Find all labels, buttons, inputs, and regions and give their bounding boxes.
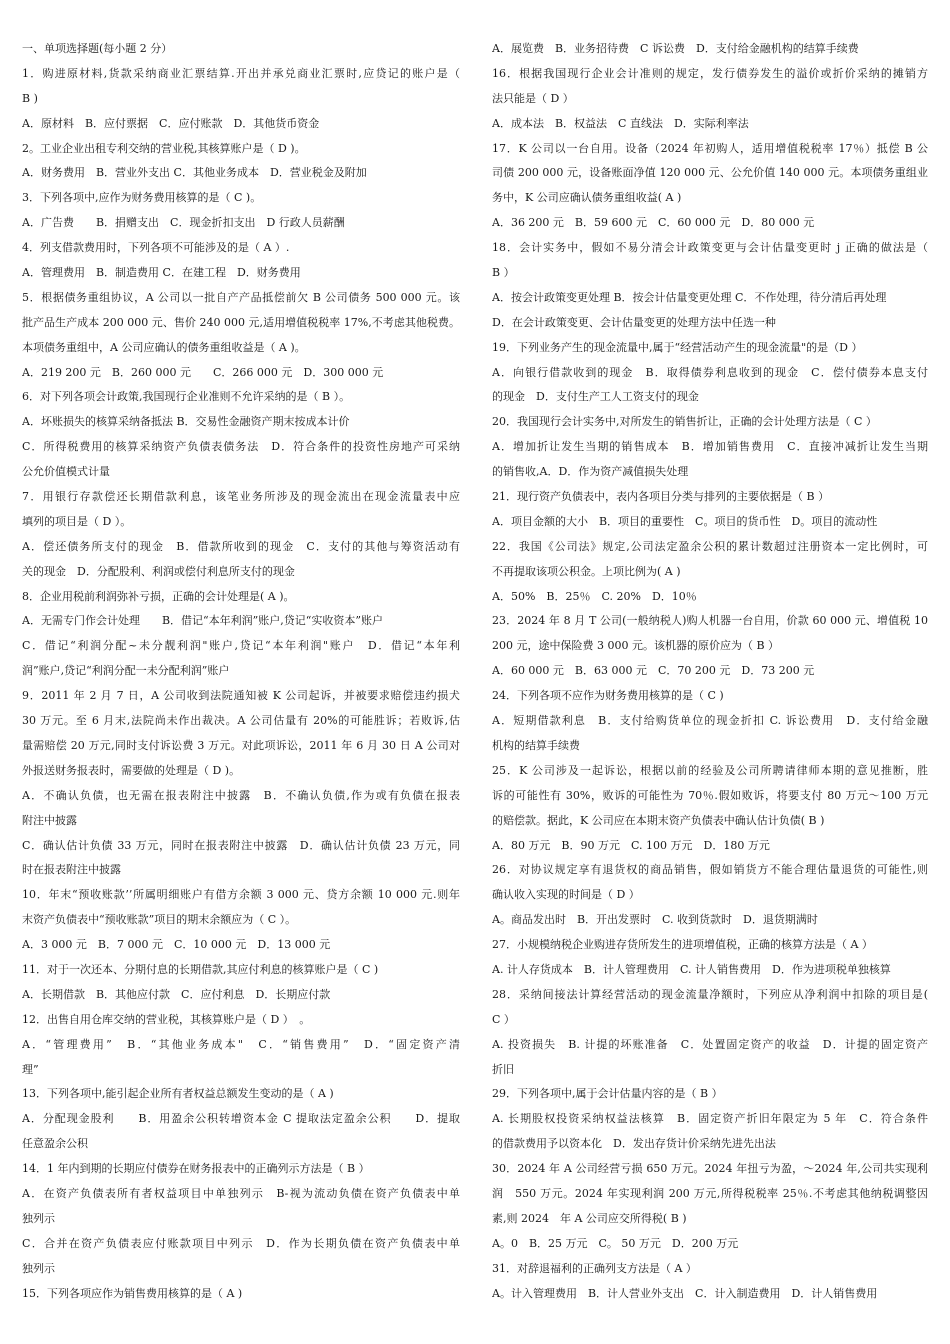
text-line: A．80 万元 B．90 万元 C. 100 万元 D．180 万元	[492, 838, 770, 852]
text-line: A．原材料 B．应付票据 C．应付账款 D．其他货币资金	[22, 116, 320, 130]
text-line: 27．小规模纳税企业购进存货所发生的进项增值税，正确的核算方法是（ A ）	[492, 938, 873, 952]
text-line: 17．K 公司以一台自用。设备（2024 年初购人，适用增值税税率 17％）抵偿 B 公	[492, 141, 928, 155]
text-line: A．不确认负债，也无需在报表附注中披露 B．不确认负债,作为或有负债在报表	[22, 788, 460, 802]
text-line: 28．采纳间接法计算经营活动的现金流量净额时，下列应从净利润中扣除的项目是(	[492, 987, 928, 1001]
text-line: 的借款费用予以资本化 D．发出存货计价采纳先进先出法	[492, 1137, 776, 1151]
text-line: A．财务费用 B．营业外支出 C．其他业务成本 D．营业税金及附加	[22, 166, 367, 180]
text-line: 5．根据债务重组协议，A 公司以一批自产产品抵偿前欠 B 公司债务 500 000 元。该	[22, 290, 460, 304]
text-line: A．增加折让发生当期的销售成本 B．增加销售费用 C．直接冲减折让发生当期	[492, 440, 928, 454]
text-line: C．确认估计负债 33 万元，同时在报表附注中披露 D．确认估计负债 23 万元，同	[22, 838, 460, 852]
text-line: A. 长期股权投资采纳权益法核算 B．固定资产折旧年限定为 5 年 C．符合条件	[492, 1112, 928, 1126]
text-line: 30 万元。至 6 月末,法院尚未作出裁决。A 公司估量有 20%的可能胜诉；若败诉,估	[22, 714, 460, 728]
text-line: A．在资产负债表所有者权益项目中单独列示 B-视为流动负债在资产负债表中单	[22, 1186, 460, 1200]
text-line: 15．下列各项应作为销售费用核算的是（ A )	[22, 1286, 243, 1300]
text-line: 22．我国《公司法》规定,公司法定盈余公积的累计数超过注册资本一定比例时，可	[492, 539, 928, 553]
text-line: 附注中披露	[22, 813, 77, 827]
text-line: C．合并在资产负债表应付账款项目中列示 D．作为长期负债在资产负债表中单	[22, 1236, 460, 1250]
text-line: 末资产负债表中“预收账款”项目的期末余额应为（ C ）。	[22, 913, 297, 927]
text-line: 200 元，途中保险费 3 000 元。该机器的原价应为（ B ）	[492, 639, 780, 653]
text-line: 31．对辞退福利的正确列支方法是（ A ）	[492, 1261, 697, 1275]
text-line: A．“管理费用” B．“其他业务成本" C．“销售费用” D．“固定资产清	[22, 1037, 460, 1051]
text-line: 6．对下列各项会计政策,我国现行企业准则不允许采纳的是（ B ）。	[22, 390, 351, 404]
text-line: A．长期借款 B．其他应付款 C．应付利息 D．长期应付款	[22, 987, 331, 1001]
text-line: A. 投资损失 B. 计提的坏账准备 C．处置固定资产的收益 D．计提的固定资产	[492, 1037, 928, 1051]
text-line: A．按会计政策变更处理 B．按会计估量变更处理 C．不作处理，待分清后再处理	[492, 290, 887, 304]
text-line: A．管理费用 B．制造费用 C．在建工程 D．财务费用	[22, 266, 301, 280]
text-line: A．50% B．25％ C. 20% D．10％	[492, 589, 697, 603]
text-line: 1．购进原材料,货款采纳商业汇票结算.开出并承兑商业汇票时,应贷记的账户是（	[22, 66, 460, 80]
left-column	[22, 37, 460, 1306]
text-line: 一、单项选择题(每小题 2 分）	[22, 42, 173, 55]
text-line: 21．现行资产负债表中，表内各项目分类与排列的主要依据是（ B ）	[492, 490, 830, 504]
text-line: D．在会计政策变更、会计估量变更的处理方法中任选一种	[492, 315, 776, 329]
text-line: 司债 200 000 元，设备账面净值 120 000 元、公允价值 140 000 元。本项债务重组业	[492, 166, 928, 180]
text-line: 18．会计实务中，假如不易分清会计政策变更与会计估量变更时 j 正确的做法是（	[492, 241, 928, 255]
text-line: 机构的结算手续费	[492, 738, 580, 752]
text-line: 26．对协议规定享有退货权的商品销售，假如销货方不能合理估量退货的可能性,则	[492, 863, 928, 877]
text-line: 8．企业用税前利润弥补亏损，正确的会计处理是( A )。	[22, 589, 295, 603]
text-line: 理”	[22, 1062, 39, 1076]
text-line: 14．1 年内到期的长期应付债券在财务报表中的正确列示方法是（ B ）	[22, 1162, 370, 1176]
text-line: 19．下列业务产生的现金流量中,属于“经营活动产生的现金流量"的是（D ）	[492, 340, 863, 354]
text-line: A．广告费 B．捐赠支出 C．现金折扣支出 D 行政人员薪酬	[22, 216, 345, 230]
text-line: 25．K 公司涉及一起诉讼，根据以前的经验及公司所聘请律师本期的意见推断，胜	[492, 763, 928, 777]
text-line: A．3 000 元 B．7 000 元 C．10 000 元 D．13 000 元	[22, 938, 331, 952]
text-line: B )	[22, 91, 38, 105]
text-line: 关的现金 D．分配股利、利润或偿付利息所支付的现金	[22, 564, 295, 578]
text-line: 填列的项目是（ D ）。	[22, 514, 132, 528]
text-line: 任意盈余公积	[22, 1137, 88, 1151]
text-line: 确认收入实现的时间是（ D ）	[492, 888, 640, 902]
text-line: 本项债务重组中，A 公司应确认的债务重组收益是（ A )。	[22, 340, 306, 354]
text-line: 12．出售自用仓库交纳的营业税，其核算账户是（ D ） 。	[22, 1012, 311, 1026]
text-line: 4．列支借款费用时，下列各项不可能涉及的是（ A ）.	[22, 241, 290, 255]
text-line: 不再提取该项公积金。上项比例为( A )	[492, 564, 681, 578]
text-line: 的销售收,A．D．作为资产减值损失处理	[492, 465, 689, 479]
text-line: A．向银行借款收到的现金 B．取得债券利息收到的现金 C．偿付债券本息支付	[492, 365, 928, 379]
text-line: 2。工业企业出租专利交纳的营业税,其核算账户是（ D )。	[22, 141, 306, 155]
text-line: A．36 200 元 B．59 600 元 C．60 000 元 D．80 000 元	[492, 216, 815, 230]
text-line: A．219 200 元 B．260 000 元 C．266 000 元 D．300 000 元	[22, 365, 384, 379]
text-line: 时在报表附注中披露	[22, 863, 121, 877]
text-line: A。0 B．25 万元 C。 50 万元 D．200 万元	[492, 1236, 739, 1250]
text-line: 24．下列各项不应作为财务费用核算的是（ C )	[492, 689, 724, 703]
text-line: A。计入管理费用 B．计人营业外支出 C．计入制造费用 D．计人销售费用	[492, 1286, 878, 1300]
text-line: A. 计人存货成本 B．计人管理费用 C. 计人销售费用 D．作为进项税单独核算	[492, 962, 891, 976]
text-line: 13．下列各项中,能引起企业所有者权益总额发生变动的是（ A )	[22, 1087, 334, 1101]
text-line: 诉的可能性有 30%，败诉的可能性为 70％.假如败诉，将要支付 80 万元～100 万元	[492, 788, 928, 802]
text-line: A．坏账损失的核算采纳备抵法 B．交易性金融资产期末按成本计价	[22, 415, 350, 429]
text-line: 20．我国现行会计实务中,对所发生的销售折让，正确的会计处理方法是（ C ）	[492, 415, 877, 429]
text-line: A．分配现金股利 B．用盈余公积转增资本金 C 提取法定盈余公积 D．提取	[22, 1112, 460, 1126]
text-line: B ）	[492, 266, 515, 280]
text-line: 法只能是（ D ）	[492, 91, 574, 105]
text-line: A．偿还债务所支付的现金 B．借款所收到的现金 C．支付的其他与筹资活动有	[22, 539, 460, 553]
text-line: 3．下列各项中,应作为财务费用核算的是（ C )。	[22, 191, 262, 205]
text-line: A．展览费 B．业务招待费 C 诉讼费 D．支付给金融机构的结算手续费	[492, 42, 859, 55]
text-line: 公允价值模式计量	[22, 465, 110, 479]
text-line: A．60 000 元 B．63 000 元 C．70 200 元 D．73 200 元	[492, 664, 815, 678]
text-line: 素,则 2024 年 A 公司应交所得税( B )	[492, 1211, 687, 1225]
text-line: 润”账户,贷记“利润分配一未分配利润”账户	[22, 664, 230, 678]
text-line: 16．根据我国现行企业会计准则的规定，发行债券发生的溢价或折价采纳的摊销方	[492, 66, 928, 80]
text-line: 23．2024 年 8 月 T 公司(一般纳税人)购人机器一台自用，价款 60 000 元、增值税 10	[492, 614, 928, 628]
text-line: C．所得税费用的核算采纳资产负债表债务法 D．符合条件的投资性房地产可采纳	[22, 440, 460, 454]
text-line: 批产品生产成本 200 000 元、售价 240 000 元,适用增值税税率 17%,不考虑其他税费。	[22, 315, 460, 329]
text-line: 29．下列各项中,属于会计估量内容的是（ B ）	[492, 1087, 723, 1101]
text-line: A。商品发出时 B．开出发票时 C. 收到货款时 D．退货期满时	[492, 913, 818, 927]
text-line: 11．对于一次还本、分期付息的长期借款,其应付利息的核算账户是（ C )	[22, 962, 379, 976]
text-line: C．借记“利润分配~未分靓利润"账户,贷记“本年利润"账户 D．借记“本年利	[22, 639, 460, 653]
text-line: 量需赔偿 20 万元,同时支付诉讼费 3 万元。对此项诉讼，2011 年 6 月 30 日 A 公司对	[22, 738, 460, 752]
text-line: 外报送财务报表时，需要做的处理是（ D )。	[22, 763, 241, 777]
right-column	[492, 37, 928, 1306]
text-line: C ）	[492, 1012, 515, 1026]
text-line: A．无需专门作会计处理 B．借记“本年利润”账户,贷记“实收资本”账户	[22, 614, 384, 628]
text-line: 独列示	[22, 1261, 55, 1275]
text-line: 30．2024 年 A 公司经营亏损 650 万元。2024 年扭亏为盈，～2024 年,公司共实现利	[492, 1162, 928, 1176]
text-line: 的现金 D．支付生产工人工资支付的现金	[492, 390, 699, 404]
text-line: A．项目金额的大小 B．项目的重要性 C。项目的货币性 D。项目的流动性	[492, 514, 878, 528]
text-line: 10．年末“预收账款’’所属明细账户有借方余额 3 000 元、贷方余额 10 000 元.则年	[22, 888, 460, 902]
text-line: 润 550 万元。2024 年实现利润 200 万元,所得税税率 25％.不考虑其他纳税调整因	[492, 1186, 928, 1200]
text-line: A．短期借款利息 B．支付给购货单位的现金折扣 C. 诉讼费用 D．支付给金融	[492, 714, 928, 728]
text-line: 独列示	[22, 1211, 55, 1225]
text-line: 折旧	[492, 1062, 514, 1076]
text-line: 7．用银行存款偿还长期借款利息，该笔业务所涉及的现金流出在现金流量表中应	[22, 490, 460, 504]
text-line: 的赔偿款。据此，K 公司应在本期末资产负债表中确认估计负债( B )	[492, 813, 825, 827]
text-line: 9．2011 年 2 月 7 日，A 公司收到法院通知被 K 公司起诉，并被要求赔偿违约损犬	[22, 689, 460, 703]
text-line: 务中，K 公司应确认债务重组收益( A )	[492, 191, 682, 205]
text-line: A．成本法 B．权益法 C 直线法 D．实际利率法	[492, 116, 749, 130]
